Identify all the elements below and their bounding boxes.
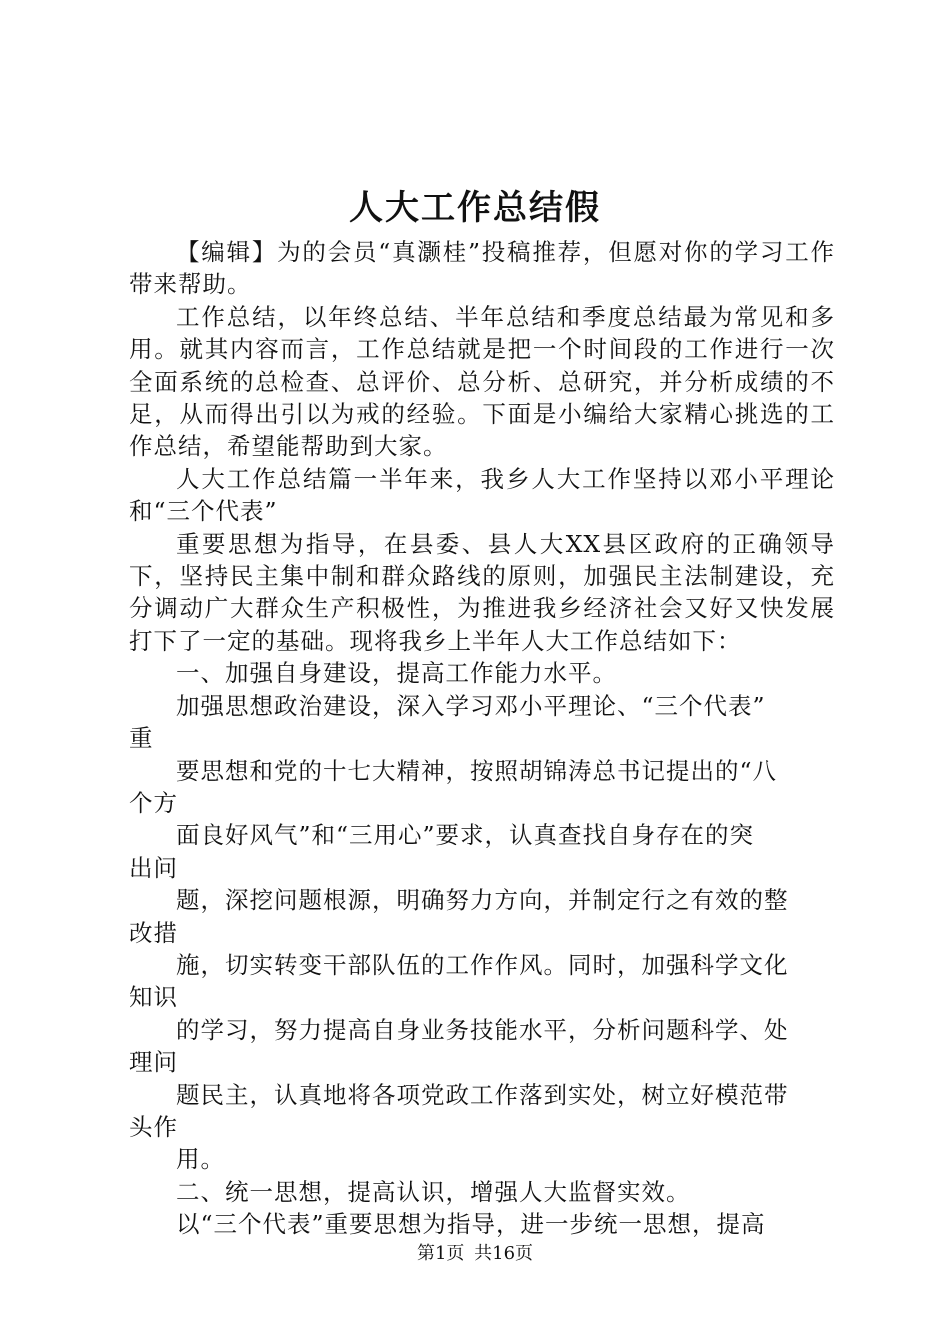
- page-total: 共16页: [474, 1243, 534, 1264]
- document-title: 人大工作总结假: [349, 188, 601, 228]
- paragraph-line: 要思想和党的十七大精神，按照胡锦涛总书记提出的“八 个方: [129, 756, 778, 817]
- paragraph-guiding-thought: 重要思想为指导，在县委、县人大XX县区政府的正确领导下，坚持民主集中制和群众路线的原则，加强民主法制建设，充分调动广大群众生产积极性，为推进我乡经济社会又好又快发展打下了一定的基础。现将我乡上半年人大工作总结如下：: [129, 529, 835, 655]
- paragraph-intro: 【编辑】为的会员“真灏桂”投稿推荐，但愿对你的学习工作带来帮助。: [129, 238, 835, 299]
- document-body: [129, 236, 835, 1241]
- section-heading-two: 二、统一思想，提高认识，增强人大监督实效。: [176, 1177, 691, 1206]
- paragraph-line: 的学习，努力提高自身业务技能水平，分析问题科学、处 理问: [129, 1015, 789, 1077]
- paragraph-line: 面良好风气”和“三用心”要求，认真查找自身存在的突 出问: [129, 821, 755, 882]
- paragraph-line: 题，深挖问题根源，明确努力方向，并制定行之有效的整 改措: [129, 886, 789, 947]
- paragraph-line: 加强思想政治建设，深入学习邓小平理论、“三个代表” 重: [129, 691, 766, 753]
- paragraph-line: 施，切实转变干部队伍的工作作风。同时，加强科学文化 知识: [129, 950, 789, 1012]
- paragraph-line: 题民主，认真地将各项党政工作落到实处，树立好模范带 头作: [129, 1080, 789, 1141]
- page-footer: [0, 1242, 950, 1266]
- paragraph-summary-definition: 工作总结，以年终总结、半年总结和季度总结最为常见和多用。就其内容而言，工作总结就是把一个时间段的工作进行一次全面系统的总检查、总评价、总分析、总研究，并分析成绩的不足，从而得出引以为戒的经验。下面是小编给大家精心挑选的工作总结，希望能帮助到大家。: [129, 302, 835, 461]
- page-number: 第1页: [416, 1243, 465, 1264]
- section-heading-one: 一、加强自身建设，提高工作能力水平。: [176, 659, 617, 688]
- paragraph-unify-thought: 以“三个代表”重要思想为指导，进一步统一思想，提高: [176, 1210, 766, 1239]
- paragraph-line: 用。: [176, 1145, 225, 1174]
- paragraph-chapter-one-opening: 人大工作总结篇一半年来，我乡人大工作坚持以邓小平理论和“三个代表”: [129, 464, 835, 526]
